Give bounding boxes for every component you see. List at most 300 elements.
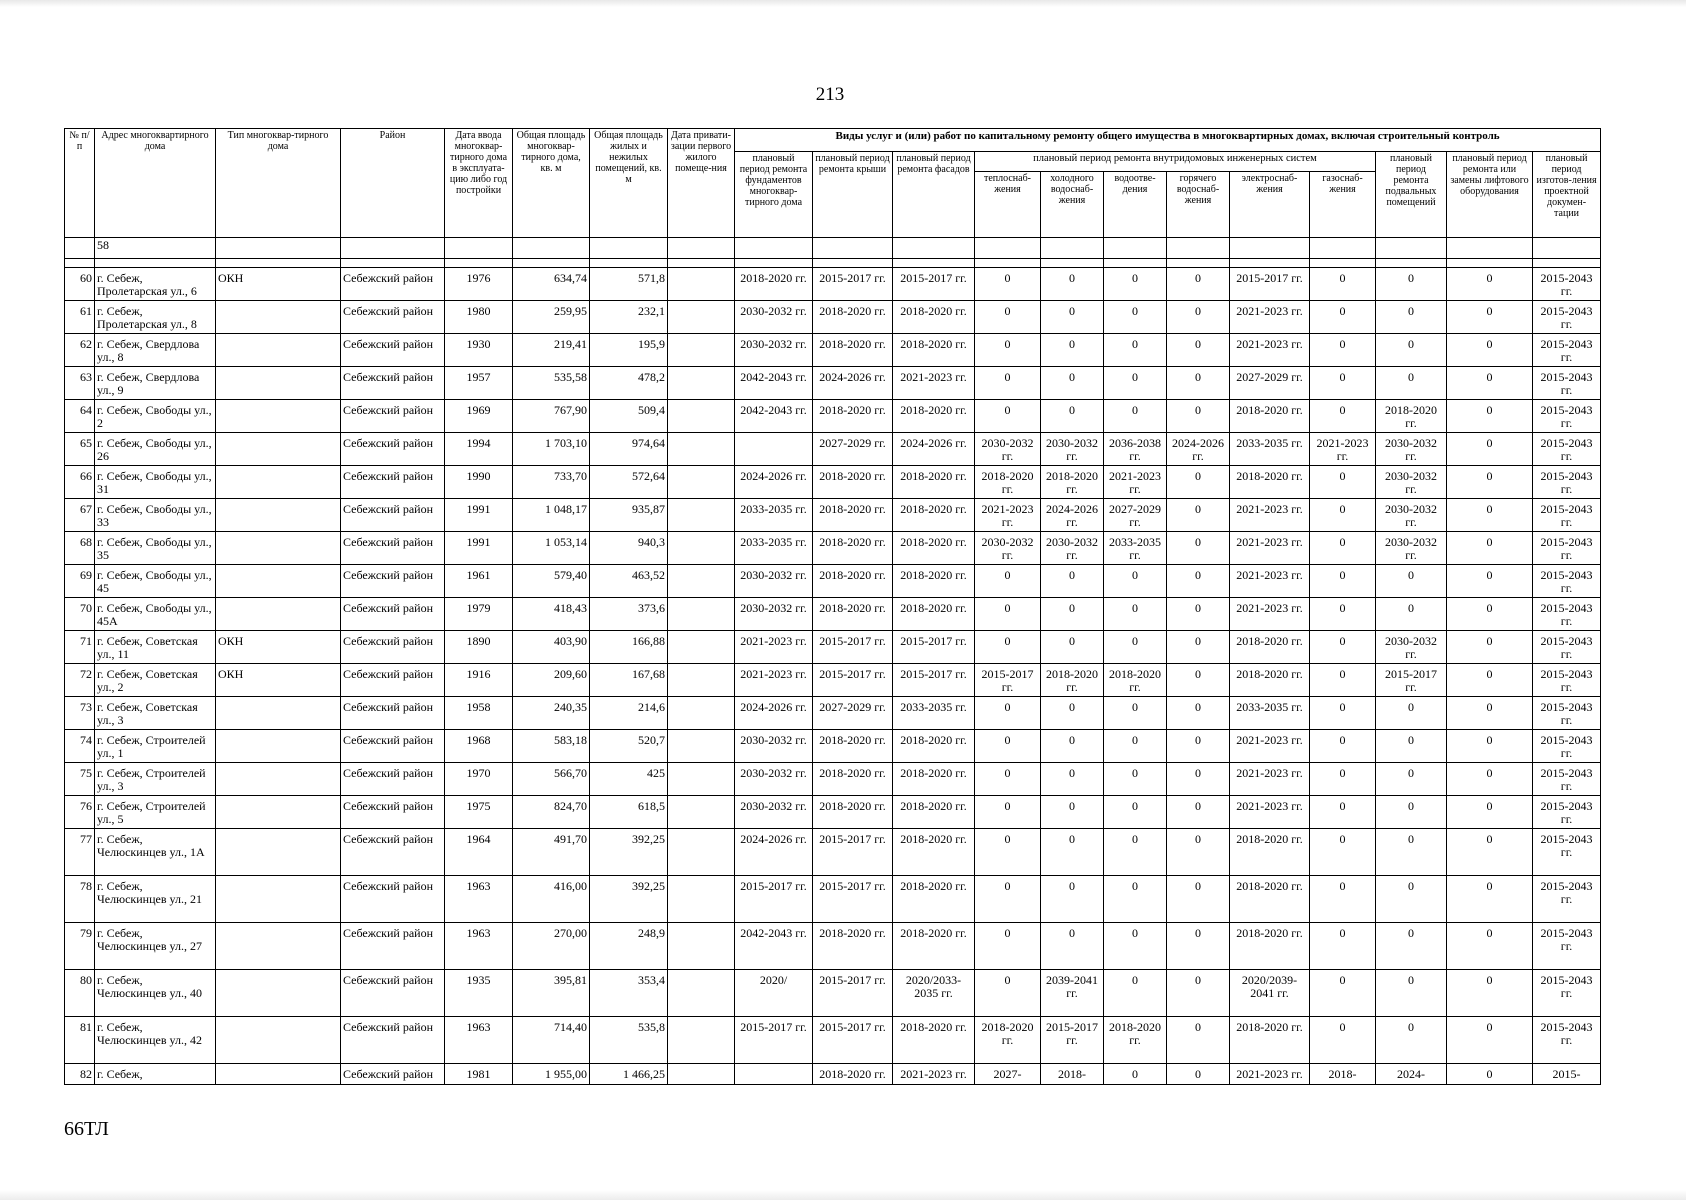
cell-basement: 0 <box>1376 367 1447 400</box>
cell-elevator: 0 <box>1447 923 1533 970</box>
cell-privatization <box>668 796 735 829</box>
cell-heating: 0 <box>975 400 1041 433</box>
header-roof: плановый период ремонта крыши <box>813 152 893 238</box>
cell-district: Себежский район <box>341 697 445 730</box>
cell-foundation: 2030-2032 гг. <box>735 598 813 631</box>
cell-design-docs: 2015-2043 гг. <box>1533 697 1601 730</box>
cell-address: г. Себеж, Пролетарская ул., 8 <box>95 301 216 334</box>
cell-gas: 0 <box>1310 400 1376 433</box>
cell-design-docs: 2015-2043 гг. <box>1533 565 1601 598</box>
cell-foundation: 2033-2035 гг. <box>735 499 813 532</box>
cell-year: 1963 <box>445 876 513 923</box>
cell-living-area: 214,6 <box>590 697 668 730</box>
cell-electricity: 2021-2023 гг. <box>1230 730 1310 763</box>
cell-drainage: 2033-2035 гг. <box>1104 532 1167 565</box>
cell-elevator: 0 <box>1447 697 1533 730</box>
cell-privatization <box>668 334 735 367</box>
cell-drainage: 0 <box>1104 730 1167 763</box>
marker-cell-empty <box>1104 238 1167 259</box>
cell-foundation: 2042-2043 гг. <box>735 400 813 433</box>
header-district: Район <box>341 129 445 238</box>
cell-heating: 0 <box>975 334 1041 367</box>
spacer-cell <box>1447 259 1533 268</box>
cell-gas: 0 <box>1310 697 1376 730</box>
header-facade: плановый период ремонта фасадов <box>893 152 975 238</box>
cell-electricity: 2033-2035 гг. <box>1230 697 1310 730</box>
cell-facade: 2015-2017 гг. <box>893 664 975 697</box>
cell-design-docs: 2015-2043 гг. <box>1533 1017 1601 1064</box>
marker-row <box>65 238 1601 259</box>
cell-basement: 0 <box>1376 697 1447 730</box>
cell-type <box>216 876 341 923</box>
cell-elevator: 0 <box>1447 565 1533 598</box>
cell-living-area: 572,64 <box>590 466 668 499</box>
marker-cell-empty <box>590 238 668 259</box>
cell-num: 68 <box>65 532 95 565</box>
cell-total-area: 209,60 <box>513 664 590 697</box>
cell-foundation: 2018-2020 гг. <box>735 268 813 301</box>
cell-hot-water: 0 <box>1167 466 1230 499</box>
cell-heating: 0 <box>975 598 1041 631</box>
cell-electricity: 2021-2023 гг. <box>1230 565 1310 598</box>
cell-year: 1994 <box>445 433 513 466</box>
cell-gas: 0 <box>1310 466 1376 499</box>
cell-design-docs: 2015-2043 гг. <box>1533 400 1601 433</box>
cell-roof: 2015-2017 гг. <box>813 664 893 697</box>
cell-hot-water: 2024-2026 гг. <box>1167 433 1230 466</box>
cell-district: Себежский район <box>341 763 445 796</box>
cell-living-area: 509,4 <box>590 400 668 433</box>
cell-electricity: 2018-2020 гг. <box>1230 1017 1310 1064</box>
cell-year: 1961 <box>445 565 513 598</box>
cell-address: г. Себеж, Челюскинцев ул., 27 <box>95 923 216 970</box>
cell-drainage: 0 <box>1104 631 1167 664</box>
cell-total-area: 535,58 <box>513 367 590 400</box>
cell-type <box>216 970 341 1017</box>
cell-hot-water: 0 <box>1167 499 1230 532</box>
spacer-cell <box>590 259 668 268</box>
cell-privatization <box>668 1064 735 1085</box>
spacer-cell <box>513 259 590 268</box>
cell-type <box>216 565 341 598</box>
header-heating: теплоснаб-жения <box>975 172 1041 238</box>
cell-num: 80 <box>65 970 95 1017</box>
cell-privatization <box>668 301 735 334</box>
cell-gas: 0 <box>1310 829 1376 876</box>
cell-year: 1968 <box>445 730 513 763</box>
cell-num: 63 <box>65 367 95 400</box>
table-row <box>65 400 1601 433</box>
cell-year: 1980 <box>445 301 513 334</box>
cell-elevator: 0 <box>1447 598 1533 631</box>
header-num: № п/п <box>65 129 95 238</box>
cell-hot-water: 0 <box>1167 796 1230 829</box>
cell-address: г. Себеж, Свободы ул., 33 <box>95 499 216 532</box>
marker-cell-empty <box>1041 238 1104 259</box>
cell-elevator: 0 <box>1447 367 1533 400</box>
spacer-cell <box>95 259 216 268</box>
cell-total-area: 1 955,00 <box>513 1064 590 1085</box>
spacer-cell <box>445 259 513 268</box>
marker-cell-empty <box>1167 238 1230 259</box>
cell-foundation: 2030-2032 гг. <box>735 763 813 796</box>
cell-privatization <box>668 400 735 433</box>
cell-design-docs: 2015-2043 гг. <box>1533 970 1601 1017</box>
cell-hot-water: 0 <box>1167 631 1230 664</box>
cell-year: 1963 <box>445 923 513 970</box>
cell-basement: 0 <box>1376 796 1447 829</box>
cell-hot-water: 0 <box>1167 923 1230 970</box>
cell-basement: 2030-2032 гг. <box>1376 532 1447 565</box>
cell-basement: 0 <box>1376 730 1447 763</box>
cell-num: 74 <box>65 730 95 763</box>
cell-elevator: 0 <box>1447 970 1533 1017</box>
cell-hot-water: 0 <box>1167 367 1230 400</box>
cell-total-area: 634,74 <box>513 268 590 301</box>
cell-year: 1957 <box>445 367 513 400</box>
cell-roof: 2015-2017 гг. <box>813 631 893 664</box>
cell-district: Себежский район <box>341 829 445 876</box>
cell-gas: 0 <box>1310 796 1376 829</box>
cell-electricity: 2018-2020 гг. <box>1230 829 1310 876</box>
cell-district: Себежский район <box>341 499 445 532</box>
header-design-docs: плановый период изготов-ления проектной докумен-тации <box>1533 152 1601 238</box>
cell-electricity: 2020/2039-2041 гг. <box>1230 970 1310 1017</box>
cell-drainage: 0 <box>1104 598 1167 631</box>
cell-drainage: 0 <box>1104 268 1167 301</box>
cell-cold-water: 2018-2020 гг. <box>1041 664 1104 697</box>
cell-gas: 0 <box>1310 268 1376 301</box>
cell-total-area: 403,90 <box>513 631 590 664</box>
cell-total-area: 824,70 <box>513 796 590 829</box>
cell-cold-water: 2030-2032 гг. <box>1041 532 1104 565</box>
table-row <box>65 1017 1601 1064</box>
cell-year: 1975 <box>445 796 513 829</box>
table-row <box>65 829 1601 876</box>
cell-year: 1930 <box>445 334 513 367</box>
cell-address: г. Себеж, Свободы ул., 26 <box>95 433 216 466</box>
cell-gas: 0 <box>1310 301 1376 334</box>
cell-cold-water: 0 <box>1041 829 1104 876</box>
cell-address: г. Себеж, <box>95 1064 216 1085</box>
cell-elevator: 0 <box>1447 532 1533 565</box>
cell-facade: 2020/2033-2035 гг. <box>893 970 975 1017</box>
cell-num: 61 <box>65 301 95 334</box>
table-row <box>65 763 1601 796</box>
cell-roof: 2018-2020 гг. <box>813 466 893 499</box>
cell-heating: 0 <box>975 268 1041 301</box>
cell-roof: 2018-2020 гг. <box>813 796 893 829</box>
marker-cell-empty <box>216 238 341 259</box>
cell-total-area: 395,81 <box>513 970 590 1017</box>
cell-type <box>216 923 341 970</box>
cell-hot-water: 0 <box>1167 532 1230 565</box>
cell-basement: 0 <box>1376 763 1447 796</box>
cell-num: 65 <box>65 433 95 466</box>
cell-year: 1890 <box>445 631 513 664</box>
cell-heating: 2021-2023 гг. <box>975 499 1041 532</box>
cell-total-area: 714,40 <box>513 1017 590 1064</box>
cell-total-area: 1 048,17 <box>513 499 590 532</box>
cell-facade: 2018-2020 гг. <box>893 876 975 923</box>
cell-roof: 2018-2020 гг. <box>813 763 893 796</box>
cell-basement: 0 <box>1376 970 1447 1017</box>
table-row <box>65 499 1601 532</box>
cell-type <box>216 730 341 763</box>
cell-living-area: 392,25 <box>590 829 668 876</box>
cell-hot-water: 0 <box>1167 1017 1230 1064</box>
cell-hot-water: 0 <box>1167 970 1230 1017</box>
table-row <box>65 876 1601 923</box>
marker-cell-empty <box>735 238 813 259</box>
cell-roof: 2018-2020 гг. <box>813 1064 893 1085</box>
cell-basement: 2030-2032 гг. <box>1376 433 1447 466</box>
cell-design-docs: 2015- <box>1533 1064 1601 1085</box>
cell-basement: 0 <box>1376 598 1447 631</box>
page-number: 213 <box>815 84 845 105</box>
cell-heating: 0 <box>975 970 1041 1017</box>
cell-foundation: 2030-2032 гг. <box>735 730 813 763</box>
cell-facade: 2018-2020 гг. <box>893 301 975 334</box>
cell-roof: 2018-2020 гг. <box>813 532 893 565</box>
cell-address: г. Себеж, Челюскинцев ул., 40 <box>95 970 216 1017</box>
cell-drainage: 2018-2020 гг. <box>1104 1017 1167 1064</box>
cell-privatization <box>668 565 735 598</box>
cell-hot-water: 0 <box>1167 876 1230 923</box>
table-row <box>65 1064 1601 1085</box>
spacer-cell <box>1041 259 1104 268</box>
table-row <box>65 970 1601 1017</box>
cell-roof: 2018-2020 гг. <box>813 598 893 631</box>
cell-elevator: 0 <box>1447 301 1533 334</box>
cell-heating: 2030-2032 гг. <box>975 433 1041 466</box>
marker-cell-empty <box>65 238 95 259</box>
cell-type <box>216 1064 341 1085</box>
cell-living-area: 478,2 <box>590 367 668 400</box>
cell-address: г. Себеж, Свободы ул., 35 <box>95 532 216 565</box>
cell-electricity: 2021-2023 гг. <box>1230 301 1310 334</box>
cell-basement: 0 <box>1376 565 1447 598</box>
table-row <box>65 631 1601 664</box>
cell-roof: 2015-2017 гг. <box>813 829 893 876</box>
cell-electricity: 2027-2029 гг. <box>1230 367 1310 400</box>
cell-living-area: 248,9 <box>590 923 668 970</box>
cell-design-docs: 2015-2043 гг. <box>1533 268 1601 301</box>
table-row <box>65 565 1601 598</box>
cell-facade: 2018-2020 гг. <box>893 829 975 876</box>
cell-cold-water: 0 <box>1041 631 1104 664</box>
cell-district: Себежский район <box>341 598 445 631</box>
cell-facade: 2018-2020 гг. <box>893 499 975 532</box>
cell-gas: 0 <box>1310 598 1376 631</box>
cell-year: 1991 <box>445 532 513 565</box>
cell-type <box>216 532 341 565</box>
cell-gas: 0 <box>1310 664 1376 697</box>
header-address: Адрес многоквартирного дома <box>95 129 216 238</box>
table-row <box>65 466 1601 499</box>
cell-type <box>216 1017 341 1064</box>
cell-hot-water: 0 <box>1167 565 1230 598</box>
cell-foundation: 2030-2032 гг. <box>735 334 813 367</box>
cell-roof: 2015-2017 гг. <box>813 876 893 923</box>
spacer-cell <box>341 259 445 268</box>
cell-address: г. Себеж, Советская ул., 11 <box>95 631 216 664</box>
cell-year: 1990 <box>445 466 513 499</box>
cell-drainage: 2027-2029 гг. <box>1104 499 1167 532</box>
table-row <box>65 730 1601 763</box>
table-row <box>65 796 1601 829</box>
cell-type <box>216 367 341 400</box>
cell-num: 72 <box>65 664 95 697</box>
cell-drainage: 0 <box>1104 334 1167 367</box>
cell-living-area: 520,7 <box>590 730 668 763</box>
cell-year: 1976 <box>445 268 513 301</box>
table-row <box>65 433 1601 466</box>
marker-cell: 58 <box>95 238 216 259</box>
spacer-cell <box>1376 259 1447 268</box>
cell-num: 66 <box>65 466 95 499</box>
cell-gas: 0 <box>1310 763 1376 796</box>
cell-year: 1963 <box>445 1017 513 1064</box>
cell-drainage: 0 <box>1104 400 1167 433</box>
cell-roof: 2027-2029 гг. <box>813 433 893 466</box>
table-row <box>65 664 1601 697</box>
cell-heating: 2018-2020 гг. <box>975 1017 1041 1064</box>
cell-cold-water: 0 <box>1041 334 1104 367</box>
cell-design-docs: 2015-2043 гг. <box>1533 466 1601 499</box>
cell-living-area: 166,88 <box>590 631 668 664</box>
table-row <box>65 923 1601 970</box>
cell-roof: 2018-2020 гг. <box>813 301 893 334</box>
cell-year: 1979 <box>445 598 513 631</box>
cell-foundation: 2021-2023 гг. <box>735 631 813 664</box>
cell-foundation: 2033-2035 гг. <box>735 532 813 565</box>
cell-design-docs: 2015-2043 гг. <box>1533 763 1601 796</box>
cell-elevator: 0 <box>1447 268 1533 301</box>
cell-design-docs: 2015-2043 гг. <box>1533 664 1601 697</box>
cell-cold-water: 0 <box>1041 400 1104 433</box>
cell-drainage: 0 <box>1104 876 1167 923</box>
cell-privatization <box>668 763 735 796</box>
cell-hot-water: 0 <box>1167 301 1230 334</box>
cell-address: г. Себеж, Свободы ул., 2 <box>95 400 216 433</box>
cell-elevator: 0 <box>1447 499 1533 532</box>
cell-facade: 2018-2020 гг. <box>893 796 975 829</box>
cell-elevator: 0 <box>1447 433 1533 466</box>
cell-district: Себежский район <box>341 1017 445 1064</box>
cell-total-area: 566,70 <box>513 763 590 796</box>
cell-address: г. Себеж, Челюскинцев ул., 21 <box>95 876 216 923</box>
cell-privatization <box>668 1017 735 1064</box>
cell-heating: 0 <box>975 796 1041 829</box>
header-basement: плановый период ремонта подвальных помещений <box>1376 152 1447 238</box>
cell-privatization <box>668 367 735 400</box>
housing-repair-table <box>64 128 1601 1085</box>
cell-basement: 0 <box>1376 923 1447 970</box>
cell-type: ОКН <box>216 664 341 697</box>
cell-cold-water: 0 <box>1041 763 1104 796</box>
cell-drainage: 2018-2020 гг. <box>1104 664 1167 697</box>
cell-privatization <box>668 532 735 565</box>
cell-district: Себежский район <box>341 433 445 466</box>
cell-electricity: 2018-2020 гг. <box>1230 400 1310 433</box>
cell-basement: 0 <box>1376 829 1447 876</box>
cell-year: 1964 <box>445 829 513 876</box>
cell-year: 1916 <box>445 664 513 697</box>
spacer-cell <box>893 259 975 268</box>
cell-heating: 2018-2020 гг. <box>975 466 1041 499</box>
cell-basement: 0 <box>1376 334 1447 367</box>
header-drainage: водоотве-дения <box>1104 172 1167 238</box>
spacer-cell <box>65 259 95 268</box>
header-elevator: плановый период ремонта или замены лифтового оборудования <box>1447 152 1533 238</box>
cell-hot-water: 0 <box>1167 697 1230 730</box>
cell-drainage: 0 <box>1104 970 1167 1017</box>
cell-facade: 2015-2017 гг. <box>893 268 975 301</box>
cell-design-docs: 2015-2043 гг. <box>1533 433 1601 466</box>
cell-address: г. Себеж, Челюскинцев ул., 1А <box>95 829 216 876</box>
cell-heating: 0 <box>975 829 1041 876</box>
cell-heating: 0 <box>975 763 1041 796</box>
cell-facade: 2033-2035 гг. <box>893 697 975 730</box>
cell-electricity: 2021-2023 гг. <box>1230 532 1310 565</box>
cell-district: Себежский район <box>341 1064 445 1085</box>
cell-heating: 0 <box>975 631 1041 664</box>
cell-living-area: 353,4 <box>590 970 668 1017</box>
cell-address: г. Себеж, Свободы ул., 45 <box>95 565 216 598</box>
cell-privatization <box>668 664 735 697</box>
cell-heating: 0 <box>975 876 1041 923</box>
cell-total-area: 240,35 <box>513 697 590 730</box>
cell-facade: 2018-2020 гг. <box>893 400 975 433</box>
cell-drainage: 0 <box>1104 923 1167 970</box>
cell-roof: 2027-2029 гг. <box>813 697 893 730</box>
cell-total-area: 767,90 <box>513 400 590 433</box>
cell-year: 1969 <box>445 400 513 433</box>
cell-cold-water: 0 <box>1041 301 1104 334</box>
cell-hot-water: 0 <box>1167 763 1230 796</box>
cell-privatization <box>668 598 735 631</box>
cell-num: 69 <box>65 565 95 598</box>
cell-hot-water: 0 <box>1167 400 1230 433</box>
cell-type <box>216 466 341 499</box>
cell-basement: 2030-2032 гг. <box>1376 499 1447 532</box>
cell-facade: 2018-2020 гг. <box>893 763 975 796</box>
cell-electricity: 2015-2017 гг. <box>1230 268 1310 301</box>
cell-privatization <box>668 631 735 664</box>
cell-roof: 2018-2020 гг. <box>813 334 893 367</box>
cell-facade: 2018-2020 гг. <box>893 598 975 631</box>
cell-foundation: 2042-2043 гг. <box>735 367 813 400</box>
cell-facade: 2018-2020 гг. <box>893 532 975 565</box>
cell-cold-water: 0 <box>1041 876 1104 923</box>
header-living-area: Общая площадь жилых и нежилых помещений, кв. м <box>590 129 668 238</box>
cell-type <box>216 763 341 796</box>
cell-living-area: 618,5 <box>590 796 668 829</box>
cell-facade: 2018-2020 гг. <box>893 334 975 367</box>
cell-living-area: 940,3 <box>590 532 668 565</box>
cell-address: г. Себеж, Строителей ул., 5 <box>95 796 216 829</box>
cell-cold-water: 0 <box>1041 796 1104 829</box>
cell-elevator: 0 <box>1447 631 1533 664</box>
cell-elevator: 0 <box>1447 400 1533 433</box>
cell-facade: 2018-2020 гг. <box>893 923 975 970</box>
cell-heating: 0 <box>975 367 1041 400</box>
cell-type <box>216 433 341 466</box>
spacer-cell <box>1230 259 1310 268</box>
cell-gas: 0 <box>1310 532 1376 565</box>
cell-design-docs: 2015-2043 гг. <box>1533 598 1601 631</box>
